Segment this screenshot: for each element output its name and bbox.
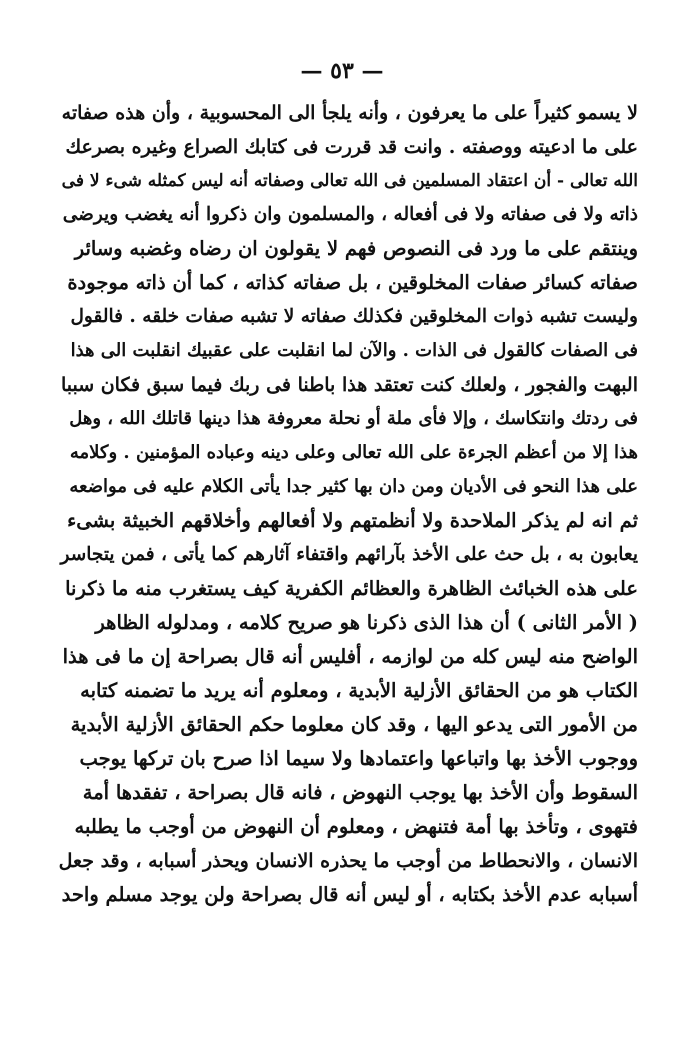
text-line: على هذه الخبائث الظاهرة والعظائم الكفرية كيف يستغرب منه ما ذكرنا bbox=[65, 577, 638, 600]
text-line: البهت والفجور ، ولعلك كنت تعتقد هذا باطنا فى ربك فيما سبق فكان سببا bbox=[60, 374, 638, 396]
text-line: ووجوب الأخذ بها واتباعها واعتمادها ولا سيما اذا صرح بان تركها يوجب bbox=[79, 747, 638, 770]
body-text bbox=[56, 96, 638, 912]
text-line: على هذا النحو فى الأديان ومن دان بها كثير جدا يأتى الكلام عليه فى مواضعه bbox=[69, 476, 638, 497]
text-line: ( الأمر الثانى ) أن هذا الذى ذكرنا هو صريح كلامه ، ومدلوله الظاهر bbox=[95, 611, 638, 634]
text-line: لا يسمو كثيراً على ما يعرفون ، وأنه يلجأ الى المحسوبية ، وأن هذه صفاته bbox=[61, 102, 638, 124]
text-line: أسبابه عدم الأخذ بكتابه ، أو ليس أنه قال بصراحة ولن يوجد مسلم واحد bbox=[61, 883, 638, 906]
text-line: فتهوى ، وتأخذ بها أمة فتنهض ، ومعلوم أن النهوض من أوجب ما يطلبه bbox=[74, 815, 638, 838]
text-line: الواضح منه ليس كله من لوازمه ، أفليس أنه قال بصراحة إن ما فى هذا bbox=[62, 645, 638, 668]
text-line: فى ردتك وانتكاسك ، وإلا فأى ملة أو نحلة معروفة هذا دينها قاتلك الله ، وهل bbox=[69, 408, 638, 429]
text-line: ثم انه لم يذكر الملاحدة ولا أنظمتهم ولا أفعالهم وأخلاقهم الخبيثة بشىء bbox=[67, 509, 638, 532]
text-line: الانسان ، والانحطاط من أوجب ما يحذره الانسان ويحذر أسبابه ، وقد جعل bbox=[58, 850, 638, 872]
page-number: — ٥٣ — bbox=[300, 58, 384, 84]
text-line: صفاته كسائر صفات المخلوقين ، بل صفاته كذاته ، كما أن ذاته موجودة bbox=[67, 271, 638, 294]
text-line: على ما ادعيته ووصفته . وانت قد قررت فى كتابك الصراع وغيره بصرعك bbox=[65, 136, 638, 158]
text-line: يعابون به ، بل حث على الأخذ بآرائهم واقتفاء آثارهم كما يأتى ، فمن يتجاسر bbox=[60, 544, 638, 565]
text-line: ذاته ولا فى صفاته ولا فى أفعاله ، والمسلمون وان ذكروا أنه يغضب ويرضى bbox=[62, 204, 638, 225]
text-line: فى الصفات كالقول فى الذات . والآن لما انقلبت على عقبيك انقلبت الى هذا bbox=[70, 340, 638, 361]
text-line: من الأمور التى يدعو اليها ، وقد كان معلوما حكم الحقائق الأزلية الأبدية bbox=[70, 713, 638, 736]
text-line: الله تعالى - أن اعتقاد المسلمين فى الله تعالى وصفاته أنه ليس كمثله شىء لا فى bbox=[61, 171, 638, 191]
text-line: السقوط وأن الأخذ بها يوجب النهوض ، فانه قال بصراحة ، تفقدها أمة bbox=[82, 781, 638, 804]
text-line: وليست تشبه ذوات المخلوقين فكذلك صفاته لا تشبه صفات خلقه . فالقول bbox=[70, 306, 638, 327]
text-line: الكتاب هو من الحقائق الأزلية الأبدية ، ومعلوم أنه يريد ما تضمنه كتابه bbox=[80, 679, 638, 702]
text-line: هذا إلا من أعظم الجرءة على الله تعالى وعلى دينه وعباده المؤمنين . وكلامه bbox=[69, 442, 638, 463]
text-line: وينتقم على ما ورد فى النصوص فهم لا يقولون ان رضاه وغضبه وسائر bbox=[74, 237, 638, 260]
